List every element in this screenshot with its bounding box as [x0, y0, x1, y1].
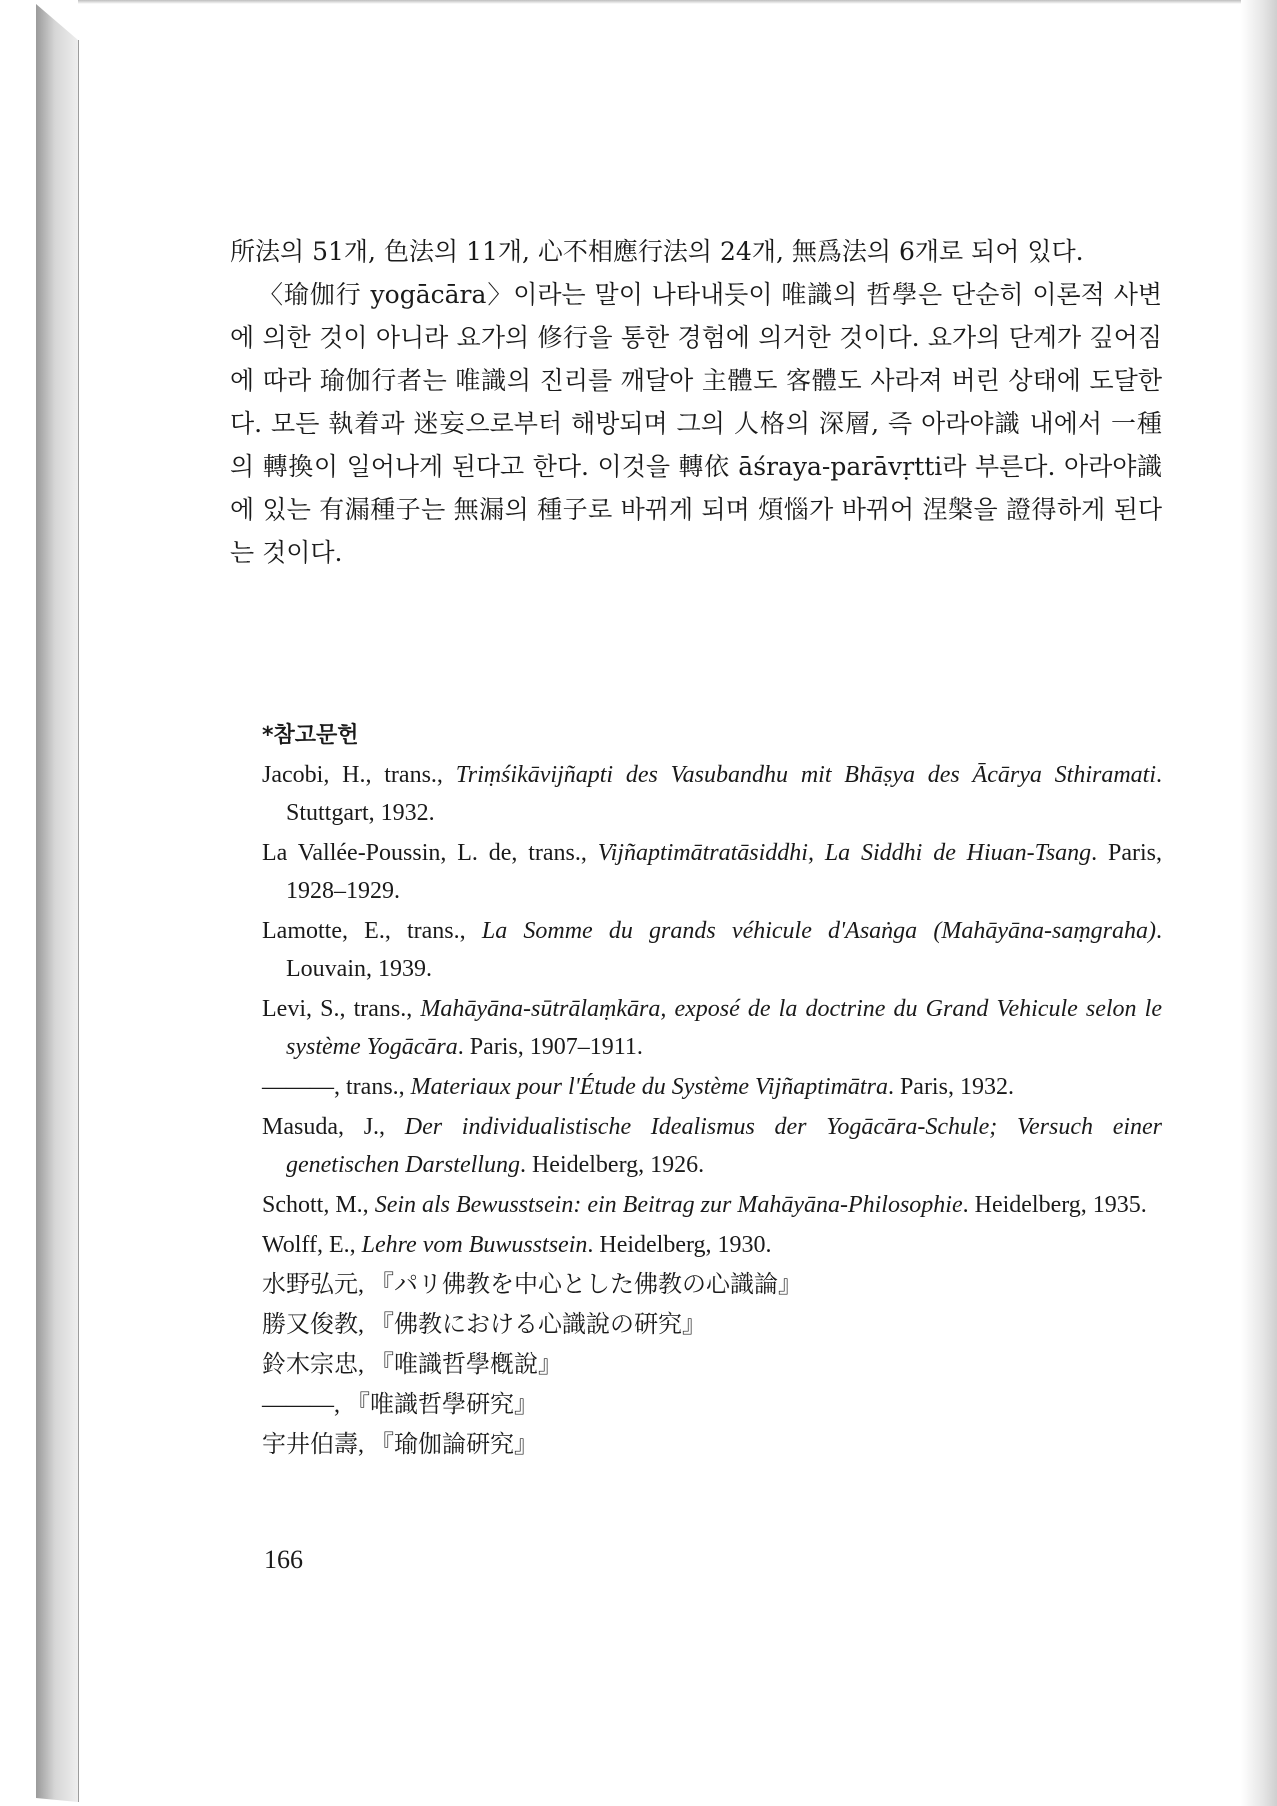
reference-publication: . Heidelberg, 1926.	[519, 1152, 705, 1178]
reference-author: Lamotte, E., trans.,	[262, 918, 482, 944]
reference-title: Vijñaptimātratāsiddhi, La Siddhi de Hiuan-Tsang	[597, 840, 1092, 866]
reference-item	[262, 1346, 1162, 1384]
reference-title: Lehre vom Buwusstsein	[361, 1232, 588, 1258]
book-page	[78, 40, 1241, 1802]
reference-author: Levi, S., trans.,	[262, 996, 421, 1022]
body-text	[230, 230, 1162, 574]
reference-publication: . Paris, 1907–1911.	[457, 1034, 643, 1060]
reference-author: 水野弘元,	[262, 1272, 370, 1298]
reference-title: La Somme du grands véhicule d'Asaṅga (Mahāyāna-saṃgraha)	[481, 918, 1157, 944]
reference-publication: . Heidelberg, 1930.	[587, 1232, 772, 1258]
reference-item	[262, 1226, 1162, 1264]
reference-item	[262, 912, 1162, 988]
reference-title: Mahāyāna-sūtrālaṃkāra, exposé de la doctrine du Grand Vehicule selon le système Yogācāra	[286, 996, 1162, 1060]
reference-publication: . Heidelberg, 1935.	[962, 1192, 1147, 1218]
reference-author: Schott, M.,	[262, 1192, 375, 1218]
reference-item	[262, 1186, 1162, 1224]
reference-publication: . Louvain, 1939.	[286, 918, 1163, 982]
reference-item	[262, 834, 1162, 910]
reference-author: Jacobi, H., trans.,	[262, 762, 456, 788]
reference-author: La Vallée-Poussin, L. de, trans.,	[262, 840, 598, 866]
top-page-edge	[78, 0, 1277, 4]
reference-title: Sein als Bewusstsein: ein Beitrag zur Mahāyāna-Philosophie	[374, 1192, 963, 1218]
reference-title: Materiaux pour l'Étude du Système Vijñaptimātra	[410, 1074, 888, 1100]
reference-publication: . Paris, 1928–1929.	[286, 840, 1163, 904]
references-list	[262, 756, 1162, 1466]
reference-title: 『佛教における心識說の硏究』	[370, 1312, 706, 1338]
reference-publication: . Paris, 1932.	[887, 1074, 1014, 1100]
reference-item	[262, 1068, 1162, 1106]
reference-author: ———,	[262, 1392, 346, 1418]
paragraph: 所法의 51개, 色法의 11개, 心不相應行法의 24개, 無爲法의 6개로 되어 있다.	[230, 237, 1084, 266]
reference-title: 『瑜伽論硏究』	[370, 1432, 538, 1458]
reference-publication: . Stuttgart, 1932.	[286, 762, 1163, 826]
reference-item	[262, 1426, 1162, 1464]
reference-author: 鈴木宗忠,	[262, 1352, 370, 1378]
reference-author: Wolff, E.,	[262, 1232, 362, 1258]
reference-title: 『唯識哲學硏究』	[346, 1392, 538, 1418]
reference-title: Triṃśikāvijñapti des Vasubandhu mit Bhāṣya des Ācārya Sthiramati	[455, 762, 1157, 788]
reference-item	[262, 1306, 1162, 1344]
reference-item	[262, 1266, 1162, 1304]
page-number: 166	[264, 1545, 303, 1574]
reference-item	[262, 1386, 1162, 1424]
reference-title: 『唯識哲學槪說』	[370, 1352, 562, 1378]
book-spine-edge	[36, 4, 78, 1802]
reference-item	[262, 990, 1162, 1066]
right-page-shadow	[1241, 0, 1277, 1806]
reference-author: 宇井伯壽,	[262, 1432, 370, 1458]
reference-author: 勝又俊教,	[262, 1312, 370, 1338]
reference-title: Der individualistische Idealismus der Yogācāra-Schule; Versuch einer genetischen Darstellung	[286, 1114, 1163, 1178]
references-heading: *참고문헌	[262, 723, 359, 748]
reference-item	[262, 756, 1162, 832]
reference-title: 『パリ佛教を中心とした佛教の心識論』	[370, 1272, 802, 1298]
paragraph: 〈瑜伽行 yogācāra〉이라는 말이 나타내듯이 唯識의 哲學은 단순히 이론적 사변에 의한 것이 아니라 요가의 修行을 통한 경험에 의거한 것이다. 요가의 단계가 깊어짐에 따라 瑜伽行者는 唯識의 진리를 깨달아 主體도 客體도 사라져 버린 상태에 도달한다. 모든 執着과 迷妄으로부터 해방되며 그의 人格의 深層, 즉 아라야識 내에서 一種의 轉換이 일어나게 된다고 한다. 이것을 轉依 āśraya-parāvṛtti라 부른다. 아라야識에 있는 有漏種子는 無漏의 種子로 바뀌게 되며 煩惱가 바뀌어 涅槃을 證得하게 된다는 것이다.	[230, 280, 1162, 567]
reference-author: Masuda, J.,	[262, 1114, 405, 1140]
reference-author: ———, trans.,	[262, 1074, 411, 1100]
reference-item	[262, 1108, 1162, 1184]
